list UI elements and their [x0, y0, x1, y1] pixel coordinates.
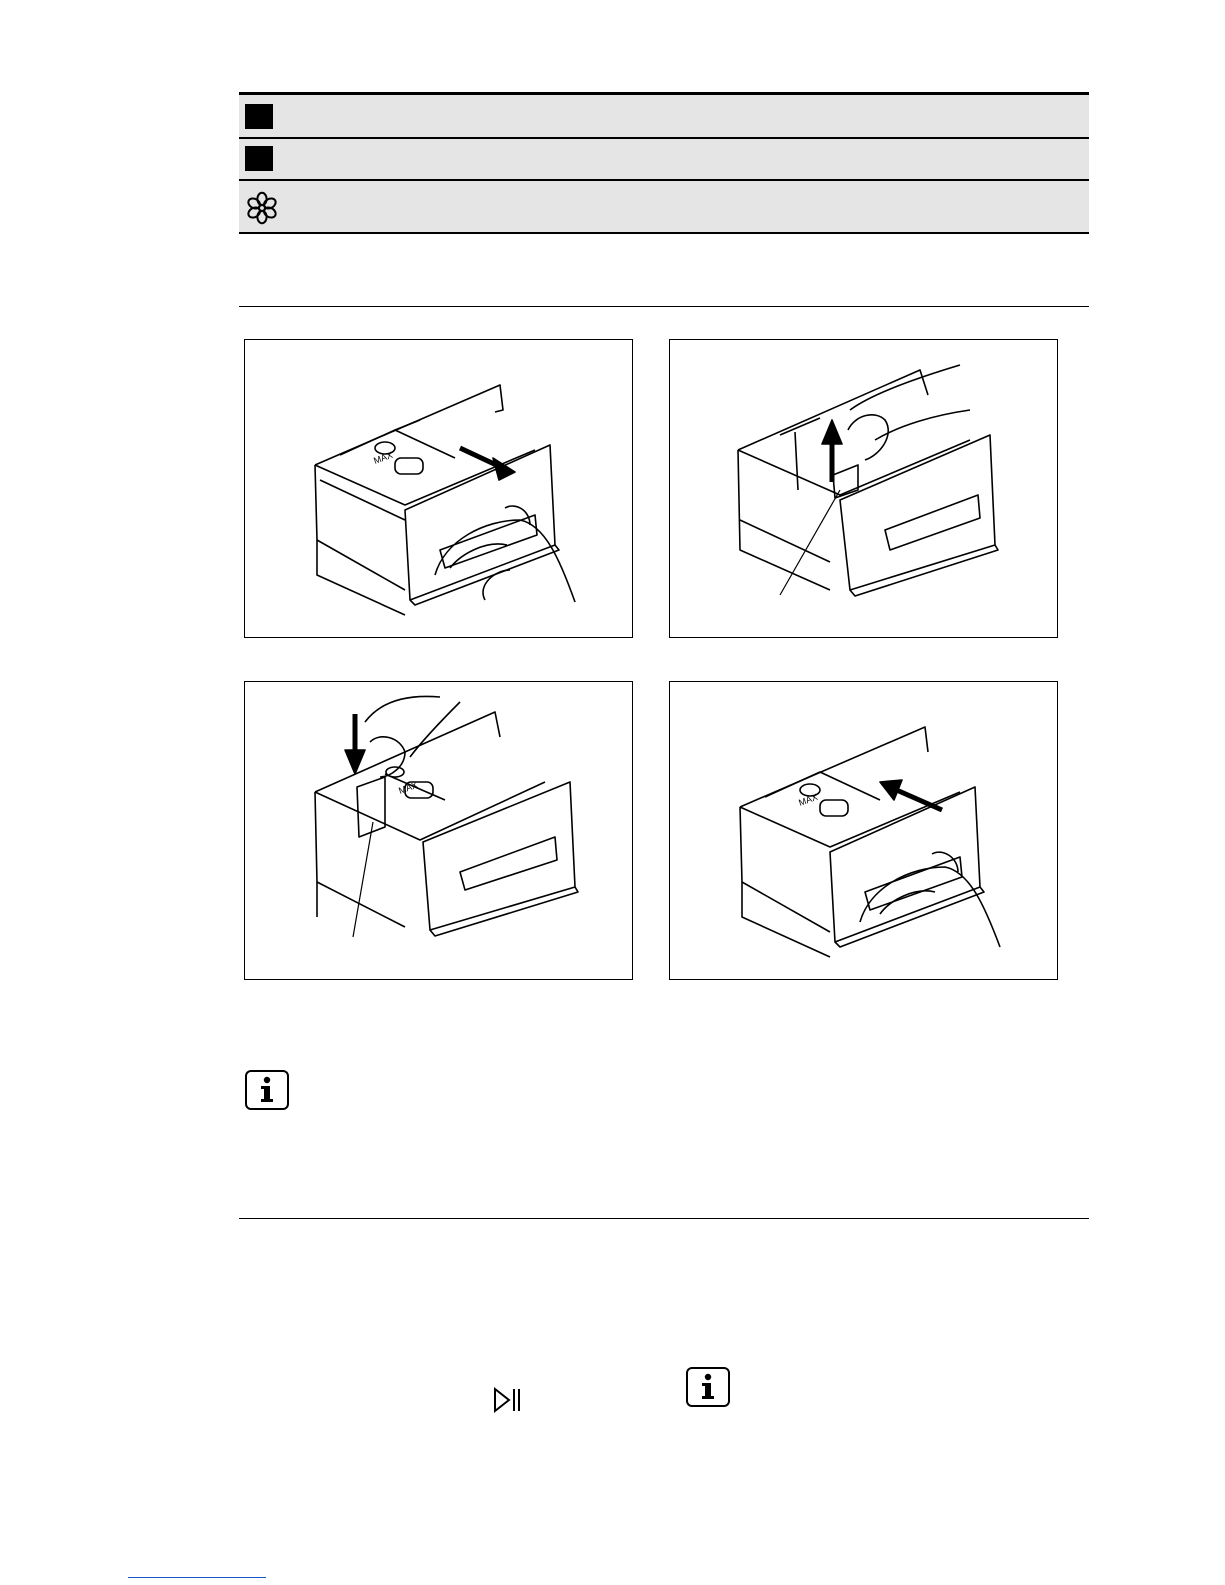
figure-push-in-drawer: [669, 681, 1058, 980]
black-square-icon: [245, 146, 273, 171]
max-label: MAX: [372, 449, 395, 466]
legend-row-wash: [239, 139, 1089, 181]
info-icon: [686, 1367, 730, 1407]
flower-softener-icon: [244, 190, 280, 226]
black-square-icon: [245, 104, 273, 129]
info-icon: [245, 1070, 289, 1110]
footer-link-underline[interactable]: [128, 1577, 266, 1578]
legend-row-prewash: [239, 92, 1089, 139]
max-label: MAX: [797, 791, 820, 808]
legend-table: [239, 92, 1089, 234]
section-divider: [239, 306, 1089, 307]
figure-push-flap-down: [244, 681, 633, 980]
max-label: MAX: [397, 779, 420, 796]
legend-row-softener: [239, 181, 1089, 234]
section-divider: [239, 1218, 1089, 1219]
start-pause-icon: [491, 1386, 527, 1414]
figure-lift-flap-up: [669, 339, 1058, 638]
figure-pull-out-drawer: [244, 339, 633, 638]
